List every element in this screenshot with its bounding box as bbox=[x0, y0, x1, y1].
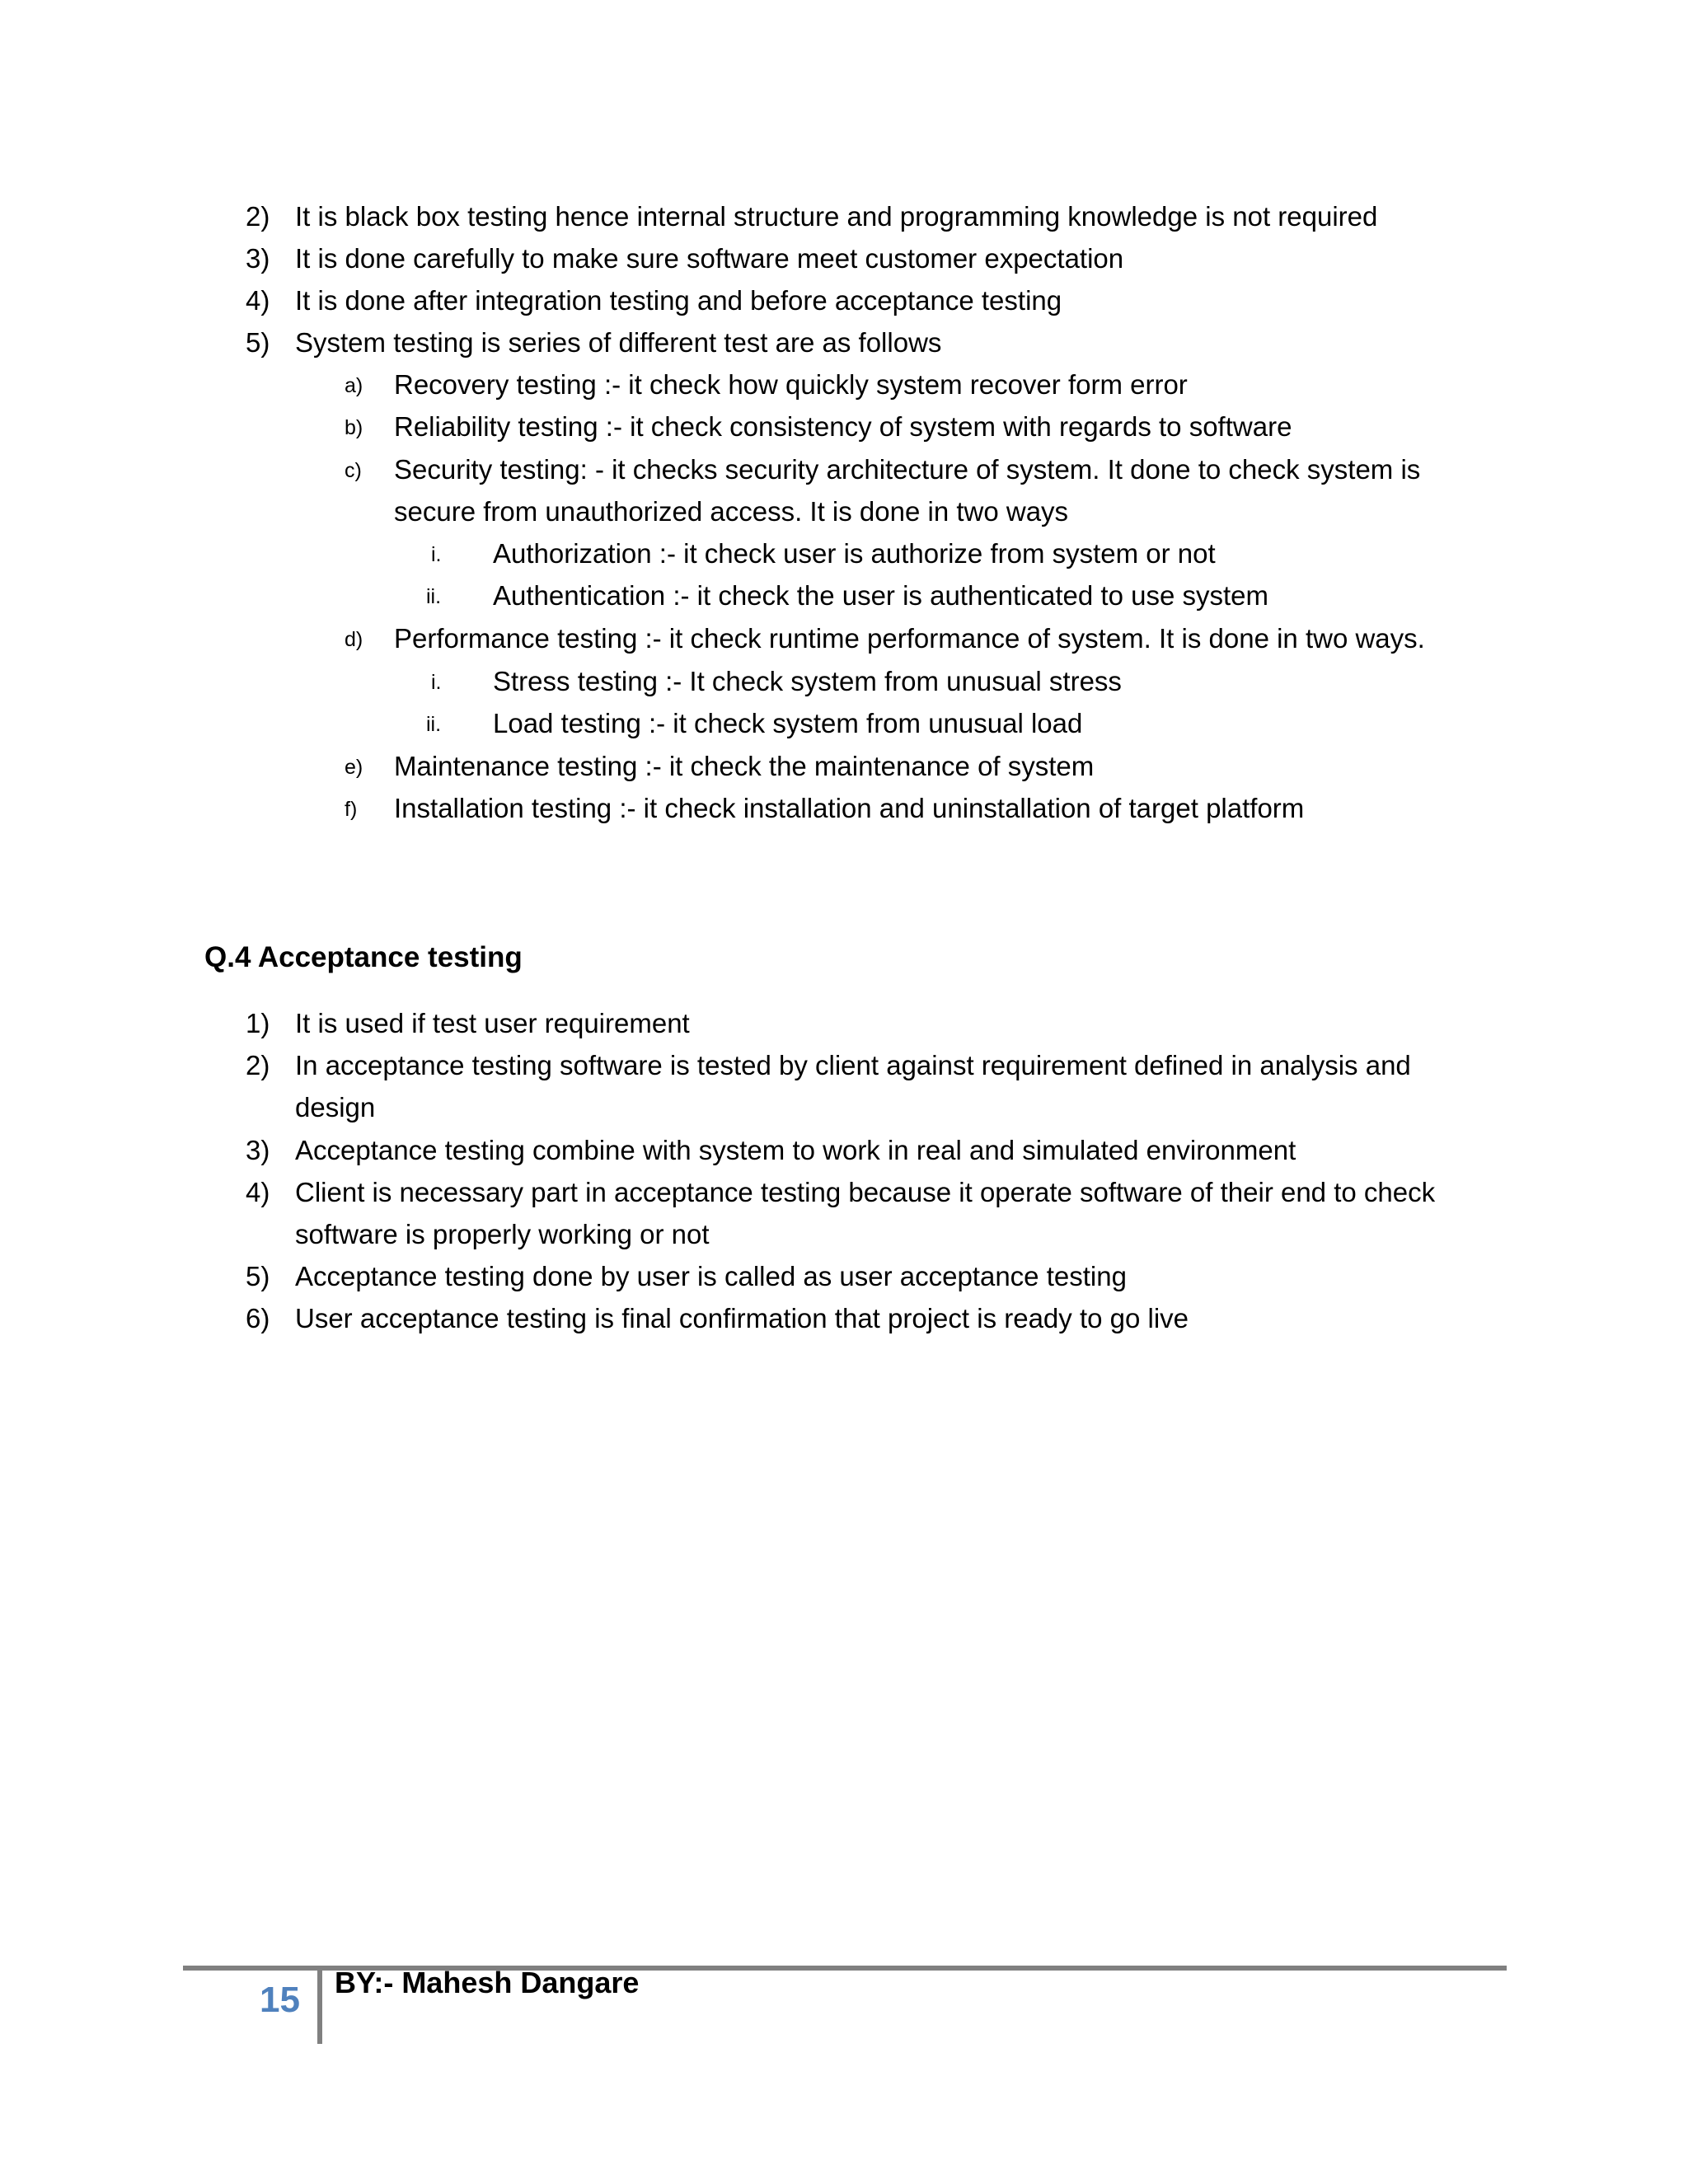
subsublist-marker: ii. bbox=[426, 713, 442, 736]
sublist-item: Installation testing :- it check installation and uninstallation of target platform bbox=[394, 793, 1305, 823]
section-heading: Q.4 Acceptance testing bbox=[204, 941, 523, 973]
sublist-item: Maintenance testing :- it check the maintenance of system bbox=[394, 751, 1095, 781]
list-item: It is used if test user requirement bbox=[295, 1008, 690, 1038]
sublist-marker: b) bbox=[345, 416, 363, 439]
list-marker: 6) bbox=[246, 1303, 270, 1333]
list-marker: 3) bbox=[246, 1135, 270, 1165]
subsublist-marker: i. bbox=[431, 671, 442, 694]
footer-vertical-divider bbox=[317, 1968, 322, 2044]
sublist-marker: f) bbox=[345, 798, 358, 821]
page-number: 15 bbox=[260, 1980, 300, 2020]
sublist-item: Recovery testing :- it check how quickly system recover form error bbox=[394, 369, 1188, 400]
list-item: In acceptance testing software is tested by client against requirement defined in analysis and bbox=[295, 1050, 1411, 1080]
list-marker: 3) bbox=[246, 243, 270, 274]
list-marker: 2) bbox=[246, 1050, 270, 1080]
list-item-continuation: design bbox=[295, 1092, 376, 1122]
list-marker: 4) bbox=[246, 285, 270, 316]
subsublist-marker: i. bbox=[431, 543, 442, 566]
list-item: Acceptance testing done by user is called as user acceptance testing bbox=[295, 1261, 1127, 1291]
list-item: Client is necessary part in acceptance testing because it operate software of their end to check bbox=[295, 1177, 1436, 1207]
list-item-continuation: software is properly working or not bbox=[295, 1219, 710, 1249]
subsublist-item: Authentication :- it check the user is authenticated to use system bbox=[493, 580, 1268, 611]
subsublist-item: Stress testing :- It check system from unusual stress bbox=[493, 666, 1122, 696]
sublist-item: Reliability testing :- it check consistency of system with regards to software bbox=[394, 411, 1292, 442]
sublist-item: Performance testing :- it check runtime performance of system. It is done in two ways. bbox=[394, 623, 1425, 654]
list-item: It is done after integration testing and before acceptance testing bbox=[295, 285, 1062, 316]
sublist-marker: d) bbox=[345, 628, 363, 651]
list-marker: 4) bbox=[246, 1177, 270, 1207]
subsublist-item: Load testing :- it check system from unusual load bbox=[493, 708, 1083, 738]
list-item: User acceptance testing is final confirmation that project is ready to go live bbox=[295, 1303, 1189, 1333]
subsublist-marker: ii. bbox=[426, 585, 442, 608]
list-marker: 5) bbox=[246, 327, 270, 358]
subsublist-item: Authorization :- it check user is authorize from system or not bbox=[493, 538, 1216, 569]
sublist-marker: c) bbox=[345, 459, 362, 482]
list-marker: 1) bbox=[246, 1008, 270, 1038]
sublist-item: Security testing: - it checks security architecture of system. It done to check system is bbox=[394, 454, 1421, 485]
list-marker: 2) bbox=[246, 201, 270, 232]
sublist-item-continuation: secure from unauthorized access. It is done in two ways bbox=[394, 496, 1069, 527]
list-marker: 5) bbox=[246, 1261, 270, 1291]
list-item: Acceptance testing combine with system to work in real and simulated environment bbox=[295, 1135, 1296, 1165]
list-item: It is done carefully to make sure software meet customer expectation bbox=[295, 243, 1124, 274]
sublist-marker: a) bbox=[345, 374, 363, 397]
list-item: It is black box testing hence internal structure and programming knowledge is not required bbox=[295, 201, 1378, 232]
sublist-marker: e) bbox=[345, 756, 363, 779]
footer-author: BY:- Mahesh Dangare bbox=[335, 1966, 640, 1999]
list-item: System testing is series of different test are as follows bbox=[295, 327, 942, 358]
